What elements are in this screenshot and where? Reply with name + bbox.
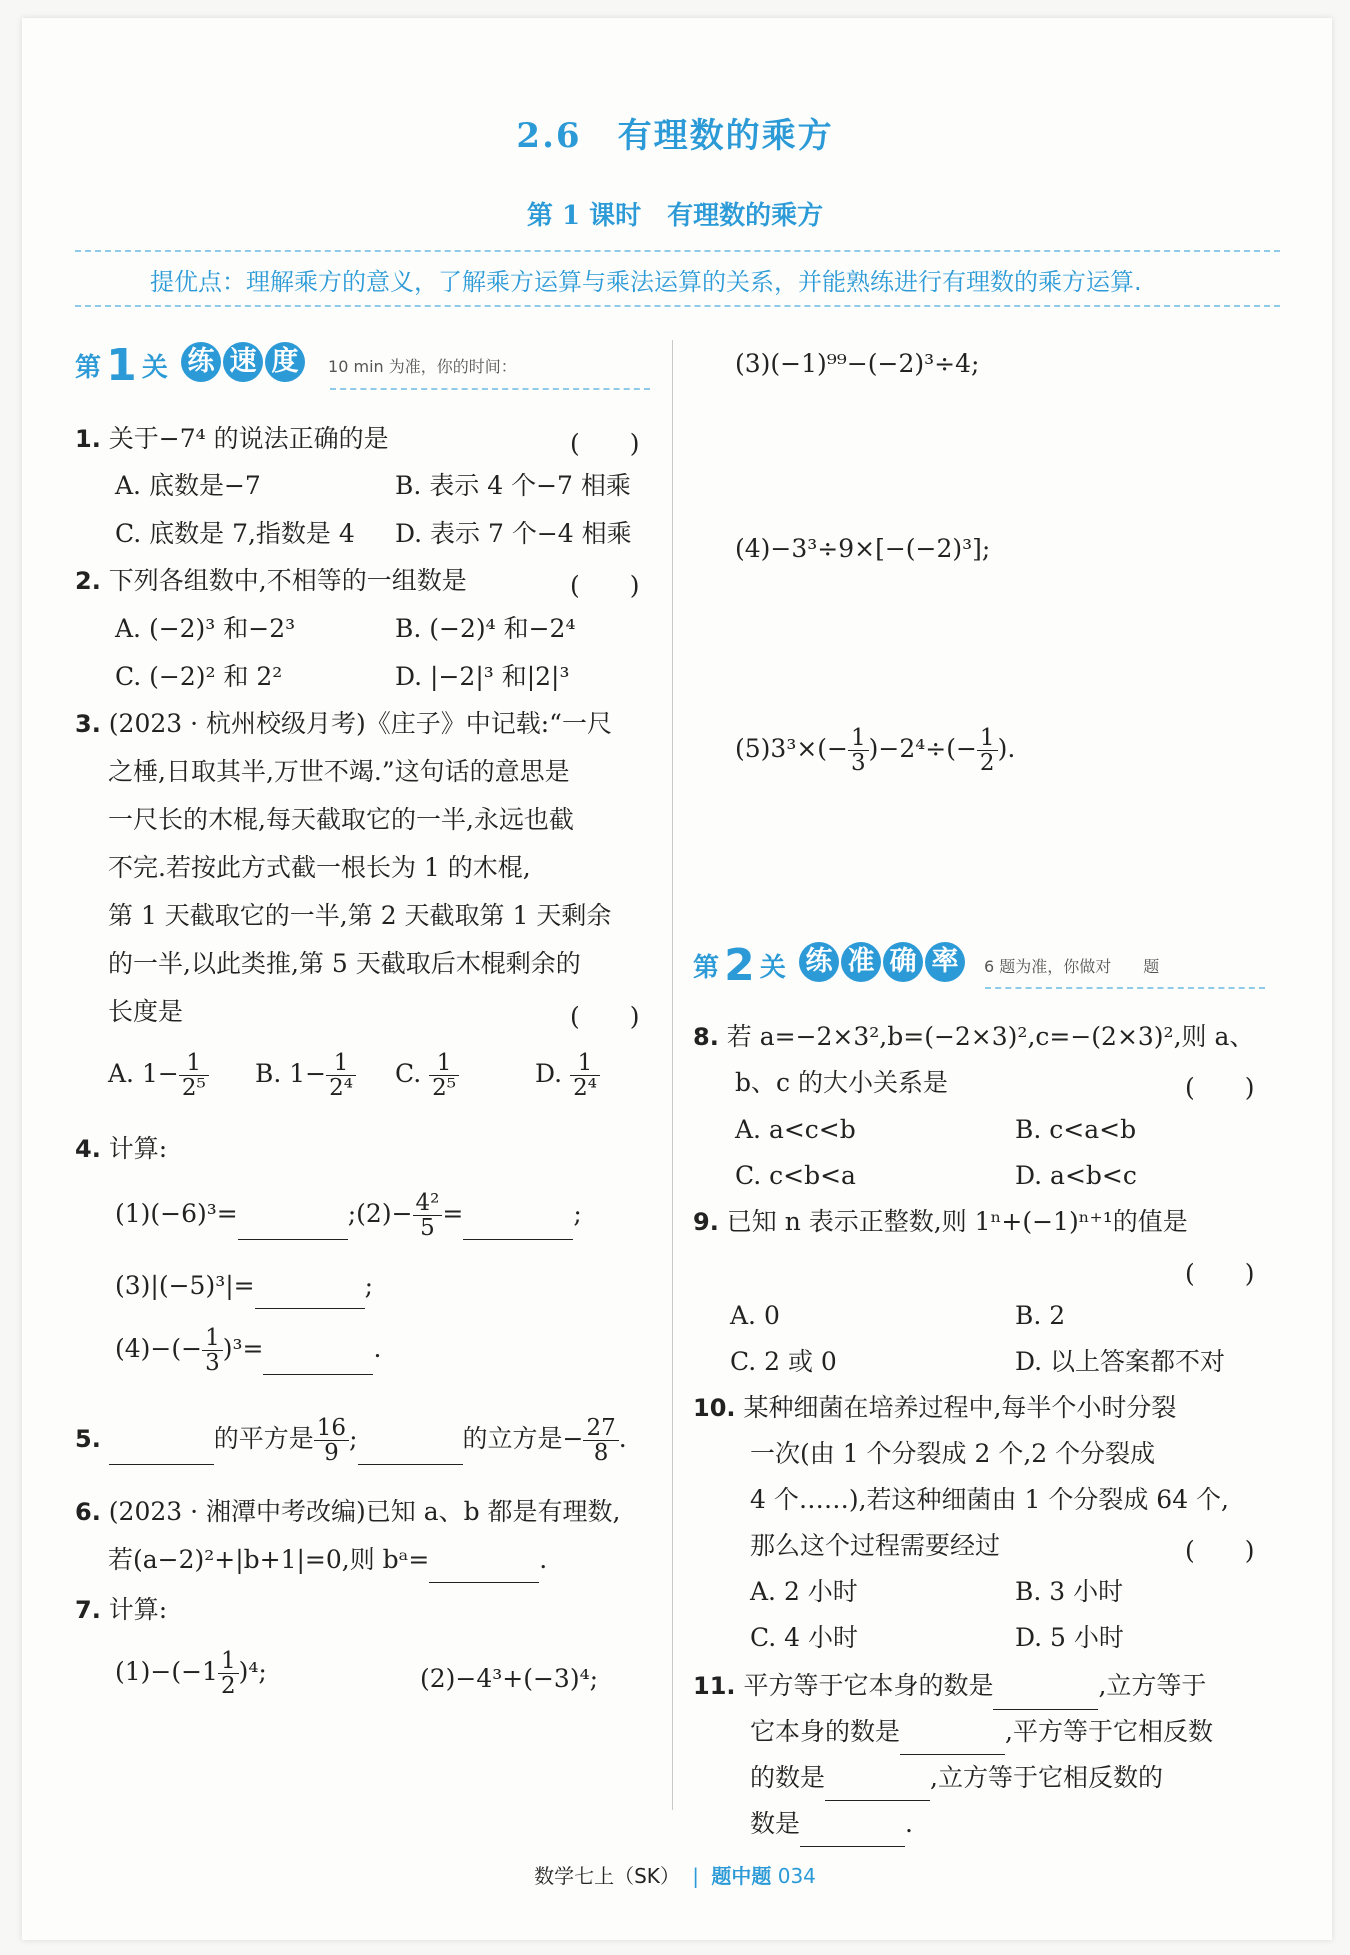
q11-line-4: 数是 .	[750, 1800, 913, 1847]
q3-option-a: A. 1− $\frac{1}{\text{2⁵}}$	[108, 1050, 209, 1100]
q9-option-a: A. 0	[730, 1301, 780, 1330]
footer-series: 题中题	[711, 1864, 772, 1888]
q4-part-1-2: (1)(−6)³= ;(2)− $\frac{\text{4²}}{5}$ = ;	[115, 1189, 582, 1241]
q8-answer-paren: ( )	[1185, 1073, 1255, 1102]
q9-answer-paren: ( )	[1185, 1259, 1255, 1288]
q3-option-b: B. 1− $\frac{1}{\text{2⁴}}$	[255, 1050, 356, 1100]
q4-blank-1[interactable]	[238, 1209, 348, 1240]
section-title: 2.6 有理数的乘方	[516, 116, 834, 156]
q4-part-3: (3)|(−5)³|= ;	[115, 1262, 373, 1309]
q11-blank-1[interactable]	[993, 1679, 1098, 1710]
footer-book: 数学七上（SK）	[534, 1864, 680, 1888]
q1-answer-paren: ( )	[570, 429, 640, 458]
q2-answer-paren: ( )	[570, 571, 640, 600]
q10-line-2: 一次(由 1 个分裂成 2 个,2 个分裂成	[750, 1439, 1156, 1468]
q9-option-d: D. 以上答案都不对	[1015, 1347, 1226, 1376]
q11-blank-2[interactable]	[900, 1724, 1005, 1755]
page-number: 034	[777, 1864, 816, 1888]
q6-line-1: 6. (2023 · 湘潭中考改编)已知 a、b 都是有理数,	[75, 1497, 621, 1526]
q2-option-c: C. (−2)² 和 2²	[115, 662, 283, 691]
q10-line-3: 4 个……),若这种细菌由 1 个分裂成 64 个,	[750, 1485, 1230, 1514]
q8-line-2: b、c 的大小关系是	[735, 1068, 948, 1097]
q6-line-2: 若(a−2)²+|b+1|=0,则 bᵃ= .	[108, 1536, 547, 1583]
q10-option-d: D. 5 小时	[1015, 1623, 1124, 1652]
q7-part-2: (2)−4³+(−3)⁴;	[420, 1664, 599, 1693]
q10-answer-paren: ( )	[1185, 1536, 1255, 1565]
q11-blank-4[interactable]	[800, 1816, 905, 1847]
q4-blank-4[interactable]	[263, 1344, 373, 1375]
q5: 5. 的平方是 $\frac{16}{9}$ ; 的立方是− $\frac{27}{8}$ .	[75, 1414, 627, 1466]
section1-header: 第 1 关 练 速 度 10 min 为准，你的时间：	[75, 340, 517, 391]
q11-line-3: 的数是 ,立方等于它相反数的	[750, 1754, 1163, 1801]
q7-part-1: (1)−(−1 $\frac{1}{2}$ )⁴;	[115, 1647, 267, 1699]
q10-line-4: 那么这个过程需要经过	[750, 1531, 1001, 1560]
q3-line-7: 长度是	[108, 997, 184, 1026]
q4-blank-2[interactable]	[463, 1209, 573, 1240]
divider-bottom	[75, 305, 1280, 307]
q3-line-1: 3. (2023 · 杭州校级月考)《庄子》中记载:“一尺	[75, 709, 612, 738]
q7-part-3: (3)(−1)⁹⁹−(−2)³÷4;	[735, 349, 980, 378]
q8-line-1: 8. 若 a=−2×3²,b=(−2×3)²,c=−(2×3)²,则 a、	[693, 1022, 1255, 1051]
q8-option-b: B. c<a<b	[1015, 1115, 1137, 1144]
q9-option-b: B. 2	[1015, 1301, 1066, 1330]
q1-option-b: B. 表示 4 个−7 相乘	[395, 471, 631, 500]
page-footer: 数学七上（SK） | 题中题 034	[534, 1864, 816, 1888]
q4-stem: 4. 计算:	[75, 1134, 168, 1163]
q3-line-5: 第 1 天截取它的一半,第 2 天截取第 1 天剩余	[108, 901, 612, 930]
q3-line-4: 不完.若按此方式截一根长为 1 的木棍,	[108, 853, 531, 882]
q3-option-c: C. $\frac{1}{\text{2⁵}}$	[395, 1050, 459, 1100]
lesson-title: 第 1 课时 有理数的乘方	[526, 201, 824, 231]
q10-option-a: A. 2 小时	[750, 1577, 858, 1606]
section1-underline	[330, 388, 650, 390]
q3-answer-paren: ( )	[570, 1002, 640, 1031]
q10-option-b: B. 3 小时	[1015, 1577, 1124, 1606]
q8-option-d: D. a<b<c	[1015, 1161, 1137, 1190]
q1-option-d: D. 表示 7 个−4 相乘	[395, 519, 632, 548]
q7-part-5: (5)3³×(− $\frac{1}{3}$ )−2⁴÷(− $\frac{1}{2}$ ).	[735, 724, 1016, 776]
divider-top	[75, 250, 1280, 252]
q5-blank-1[interactable]	[109, 1434, 214, 1465]
q1-stem: 1. 关于−7⁴ 的说法正确的是	[75, 424, 389, 453]
q11-blank-3[interactable]	[825, 1770, 930, 1801]
q11-line-2: 它本身的数是 ,平方等于它相反数	[750, 1708, 1213, 1755]
q9-option-c: C. 2 或 0	[730, 1347, 837, 1376]
q1-option-c: C. 底数是 7,指数是 4	[115, 519, 355, 548]
q10-line-1: 10. 某种细菌在培养过程中,每半个小时分裂	[693, 1393, 1177, 1422]
column-divider	[672, 340, 673, 1810]
q2-stem: 2. 下列各组数中,不相等的一组数是	[75, 566, 467, 595]
q1-option-a: A. 底数是−7	[115, 471, 261, 500]
focus-note: 提优点：理解乘方的意义，了解乘方运算与乘法运算的关系，并能熟练进行有理数的乘方运算.	[150, 268, 1142, 296]
q8-option-a: A. a<c<b	[735, 1115, 856, 1144]
q11-line-1: 11. 平方等于它本身的数是 ,立方等于	[693, 1662, 1206, 1710]
q2-option-a: A. (−2)³ 和−2³	[115, 614, 296, 643]
q2-option-d: D. |−2|³ 和|2|³	[395, 662, 570, 691]
q3-line-2: 之棰,日取其半,万世不竭.”这句话的意思是	[108, 757, 570, 786]
q3-line-3: 一尺长的木棍,每天截取它的一半,永远也截	[108, 805, 574, 834]
q7-stem: 7. 计算:	[75, 1595, 168, 1624]
q8-option-c: C. c<b<a	[735, 1161, 856, 1190]
q5-blank-2[interactable]	[358, 1434, 463, 1465]
q3-option-d: D. $\frac{1}{\text{2⁴}}$	[535, 1050, 600, 1100]
q6-blank[interactable]	[429, 1552, 539, 1583]
section2-underline	[985, 987, 1265, 989]
q10-option-c: C. 4 小时	[750, 1623, 858, 1652]
q7-part-4: (4)−3³÷9×[−(−2)³];	[735, 534, 991, 563]
q4-blank-3[interactable]	[255, 1278, 365, 1309]
q9-stem: 9. 已知 n 表示正整数,则 1ⁿ+(−1)ⁿ⁺¹的值是	[693, 1207, 1188, 1236]
section2-header: 第 2 关 练 准 确 率 6 题为准，你做对 题	[693, 940, 1160, 991]
q4-part-4: (4)−(− $\frac{1}{3}$ )³= .	[115, 1324, 382, 1376]
q2-option-b: B. (−2)⁴ 和−2⁴	[395, 614, 576, 643]
q3-line-6: 的一半,以此类推,第 5 天截取后木棍剩余的	[108, 949, 581, 978]
